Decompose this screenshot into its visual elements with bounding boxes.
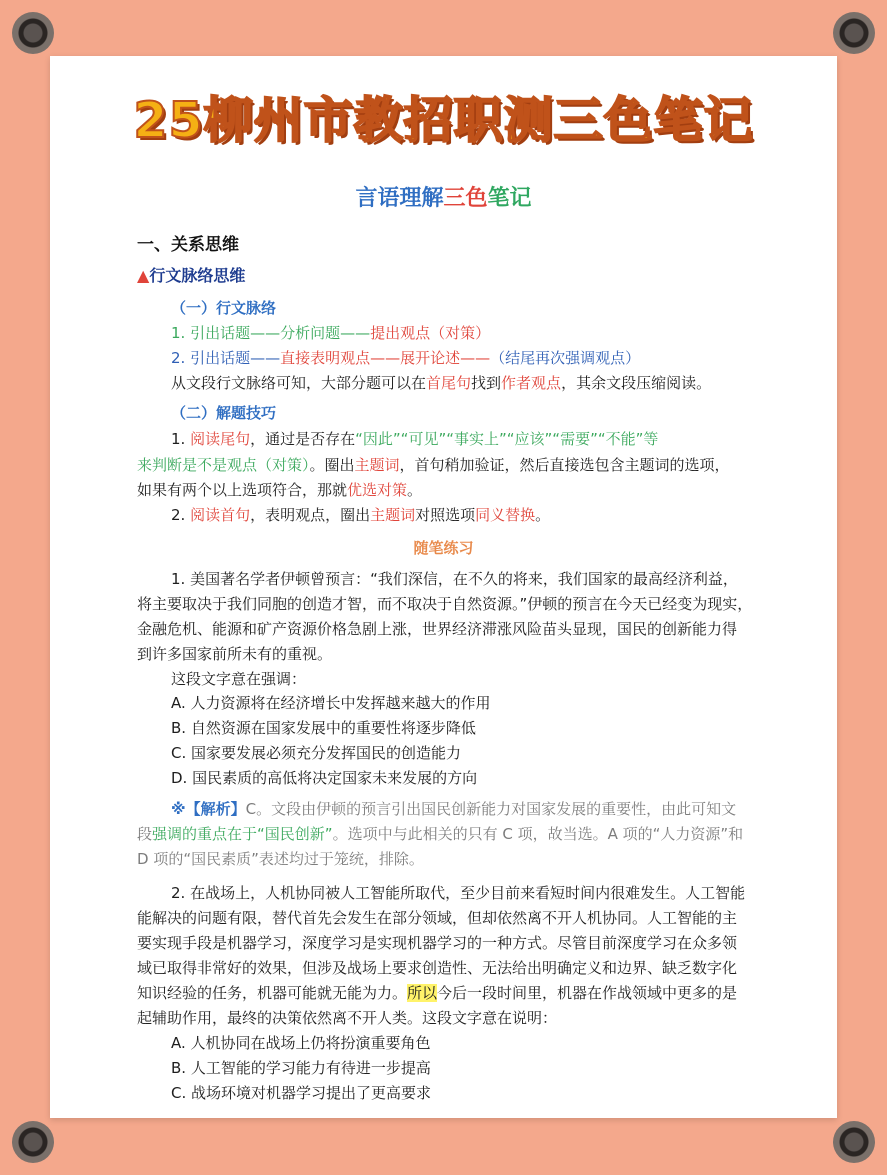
q2-text-line: 要实现手段是机器学习，深度学习是实现机器学习的一种方式。尽管目前深度学习在众多领: [137, 934, 738, 952]
flow-line-1: 1. 引出话题——分析问题——提出观点（对策）: [171, 324, 491, 342]
sub-heading-flow: （一）行文脉络: [171, 299, 277, 317]
q2-text-line: 能解决的问题有限，替代首先会发生在部分领域，但却依然离不开人机协同。人工智能的主: [137, 909, 738, 927]
q2-option-a: A. 人机协同在战场上仍将扮演重要角色: [171, 1034, 431, 1052]
page-title: 25柳州市教招职测三色笔记: [133, 92, 754, 149]
pushpin-icon: [12, 1121, 54, 1163]
subsection-heading: ▲行文脉络思维: [137, 266, 246, 285]
q2-option-c: C. 战场环境对机器学习提出了更高要求: [171, 1084, 432, 1102]
q1-option-a: A. 人力资源将在经济增长中发挥越来越大的作用: [171, 694, 491, 712]
practice-heading: 随笔练习: [413, 539, 474, 557]
tip1-line2: 来判断是不是观点（对策）。圈出主题词，首句稍加验证，然后直接选包含主题词的选项，: [137, 456, 730, 474]
q1-analysis-line: ※【解析】C。文段由伊顿的预言引出国民创新能力对国家发展的重要性，由此可知文: [171, 800, 737, 818]
q1-option-d: D. 国民素质的高低将决定国家未来发展的方向: [171, 769, 478, 787]
q1-text-line: 1. 美国著名学者伊顿曾预言：“我们深信，在不久的将来，我们国家的最高经济利益，: [171, 570, 738, 588]
flow-line-2: 2. 引出话题——直接表明观点——展开论述——（结尾再次强调观点）: [171, 349, 641, 367]
q1-option-b: B. 自然资源在国家发展中的重要性将逐步降低: [171, 719, 476, 737]
q1-text-line: 金融危机、能源和矿产资源价格急剧上涨，世界经济滞涨风险苗头显现，国民的创新能力得: [137, 620, 738, 638]
q1-option-c: C. 国家要发展必须充分发挥国民的创造能力: [171, 744, 462, 762]
q1-prompt: 这段文字意在强调：: [171, 670, 307, 688]
tip2-line: 2. 阅读首句，表明观点，圈出主题词对照选项同义替换。: [171, 506, 551, 524]
q2-text-line: 起辅助作用，最终的决策依然离不开人类。这段文字意在说明：: [137, 1009, 558, 1027]
flow-note: 从文段行文脉络可知，大部分题可以在首尾句找到作者观点，其余文段压缩阅读。: [171, 374, 712, 392]
q2-text-line: 2. 在战场上，人机协同被人工智能所取代，至少目前来看短时间内很难发生。人工智能: [171, 884, 746, 902]
document-title: 言语理解三色笔记: [355, 186, 532, 211]
q1-analysis-line: 段强调的重点在于“国民创新”。选项中与此相关的只有 C 项，故当选。A 项的“人力资源”和: [137, 825, 744, 843]
sub-heading-tips: （二）解题技巧: [171, 404, 277, 422]
pushpin-icon: [12, 12, 54, 54]
triangle-icon: ▲: [137, 266, 150, 285]
q1-analysis-line: D 项的“国民素质”表述均过于笼统，排除。: [137, 850, 424, 868]
q2-text-line: 知识经验的任务，机器可能就无能为力。所以今后一段时间里，机器在作战领域中更多的是: [137, 984, 738, 1002]
tip1-line3: 如果有两个以上选项符合，那就优选对策。: [137, 481, 423, 499]
q2-text-line: 域已取得非常好的效果，但涉及战场上要求创造性、无法给出明确定义和边界、缺乏数字化: [137, 959, 738, 977]
q1-text-line: 将主要取决于我们同胞的创造才智，而不取决于自然资源。”伊顿的预言在今天已经变为现实，: [137, 595, 753, 613]
pushpin-icon: [833, 12, 875, 54]
pushpin-icon: [833, 1121, 875, 1163]
q2-option-b: B. 人工智能的学习能力有待进一步提高: [171, 1059, 431, 1077]
tip1-line1: 1. 阅读尾句，通过是否存在“因此”“可见”“事实上”“应该”“需要”“不能”等: [171, 430, 659, 448]
q1-text-line: 到许多国家前所未有的重视。: [137, 645, 333, 663]
section-heading: 一、关系思维: [137, 235, 239, 255]
